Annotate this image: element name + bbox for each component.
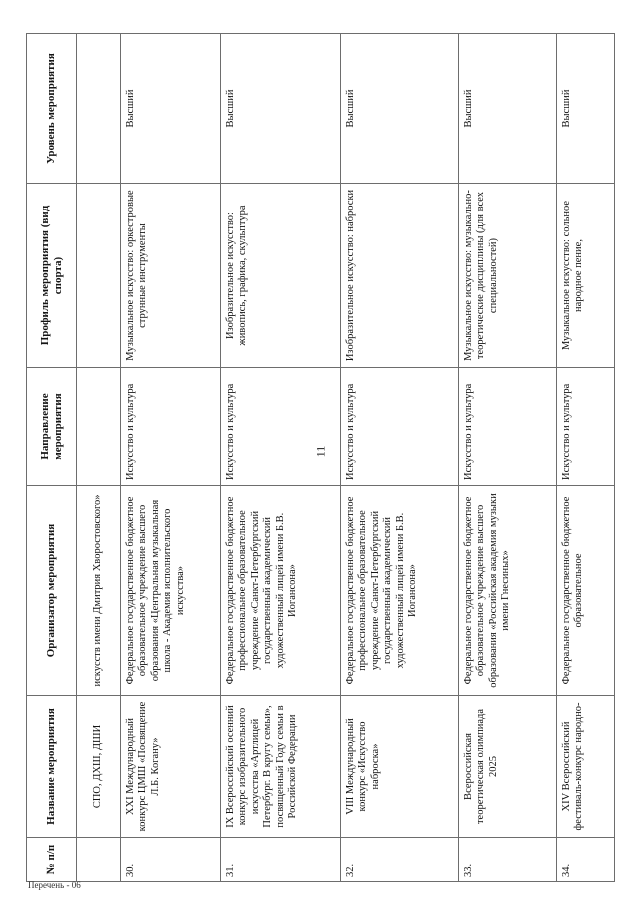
cell-organizer: Федеральное государственное бюджетное профессиональное образовательное учреждение «Санкт-Петербургский государственный академический художественный лицей имени Б.В. Иогансона» (341, 486, 459, 696)
header-organizer: Организатор мероприятия (27, 486, 77, 696)
cell-name: VIII Международный конкурс «Искусство наброска» (341, 696, 459, 838)
header-profile: Профиль мероприятия (вид спорта) (27, 184, 77, 368)
cell-num: 32. (341, 838, 459, 882)
page-number: 11 (313, 445, 328, 458)
cell-organizer: Федеральное государственное бюджетное образовательное (557, 486, 615, 696)
cell-profile: Музыкальное искусство: оркестровые струнные инструменты (121, 184, 221, 368)
cell-num: 30. (121, 838, 221, 882)
cell-direction: Искусство и культура (221, 368, 341, 486)
cell-name: IX Всероссийский осенний конкурс изобразительного искусства «Артлицей Петербург. В кругу семьи», посвященный Году семьи в Российской Федерации (221, 696, 341, 838)
cell-organizer: искусств имени Дмитрия Хворостовского» (77, 486, 121, 696)
cell-organizer: Федеральное государственное бюджетное образовательное учреждение высшего образования «Российская академия музыки имени Гнесиных» (459, 486, 557, 696)
events-table (26, 33, 615, 882)
cell-name: XIV Всероссийский фестиваль-конкурс народно- (557, 696, 615, 838)
table-row (459, 34, 557, 882)
cell-level: Высший (557, 34, 615, 184)
cell-level: Высший (341, 34, 459, 184)
cell-level (77, 34, 121, 184)
header-name: Название мероприятия (27, 696, 77, 838)
cell-direction: Искусство и культура (557, 368, 615, 486)
cell-direction: Искусство и культура (459, 368, 557, 486)
header-level: Уровень мероприятия (27, 34, 77, 184)
cell-direction: Искусство и культура (341, 368, 459, 486)
cell-direction (77, 368, 121, 486)
table-row (221, 34, 341, 882)
header-direction: Направление мероприятия (27, 368, 77, 486)
table-row-continuation (77, 34, 121, 882)
footer-note: Перечень - 06 (28, 880, 81, 890)
cell-direction: Искусство и культура (121, 368, 221, 486)
cell-level: Высший (459, 34, 557, 184)
cell-profile (77, 184, 121, 368)
header-num: № п/п (27, 838, 77, 882)
cell-profile: Изобразительное искусство: живопись, графика, скульптура (221, 184, 341, 368)
table-header-row (27, 34, 77, 882)
cell-num: 31. (221, 838, 341, 882)
cell-num: 33. (459, 838, 557, 882)
cell-level: Высший (221, 34, 341, 184)
cell-level: Высший (121, 34, 221, 184)
cell-name: XXI Международный конкурс ЦМШ «Посвящение Л.Б. Когану» (121, 696, 221, 838)
cell-profile: Музыкальное искусство: музыкально-теоретические дисциплины (для всех специальностей) (459, 184, 557, 368)
cell-name: СПО, ДХШ, ДШИ (77, 696, 121, 838)
table-row (557, 34, 615, 882)
table-row (121, 34, 221, 882)
cell-organizer: Федеральное государственное бюджетное образовательное учреждение высшего образования «Центральная музыкальная школа - Академия исполнительского искусства» (121, 486, 221, 696)
cell-profile: Изобразительное искусство: наброски (341, 184, 459, 368)
cell-num (77, 838, 121, 882)
cell-name: Всероссийская теоретическая олимпиада 2025 (459, 696, 557, 838)
table-row (341, 34, 459, 882)
cell-num: 34. (557, 838, 615, 882)
cell-profile: Музыкальное искусство: сольное народное пение, (557, 184, 615, 368)
events-table-sheet (26, 34, 614, 882)
cell-organizer: Федеральное государственное бюджетное профессиональное образовательное учреждение «Санкт-Петербургский государственный академический художественный лицей имени Б.В. Иогансона» (221, 486, 341, 696)
